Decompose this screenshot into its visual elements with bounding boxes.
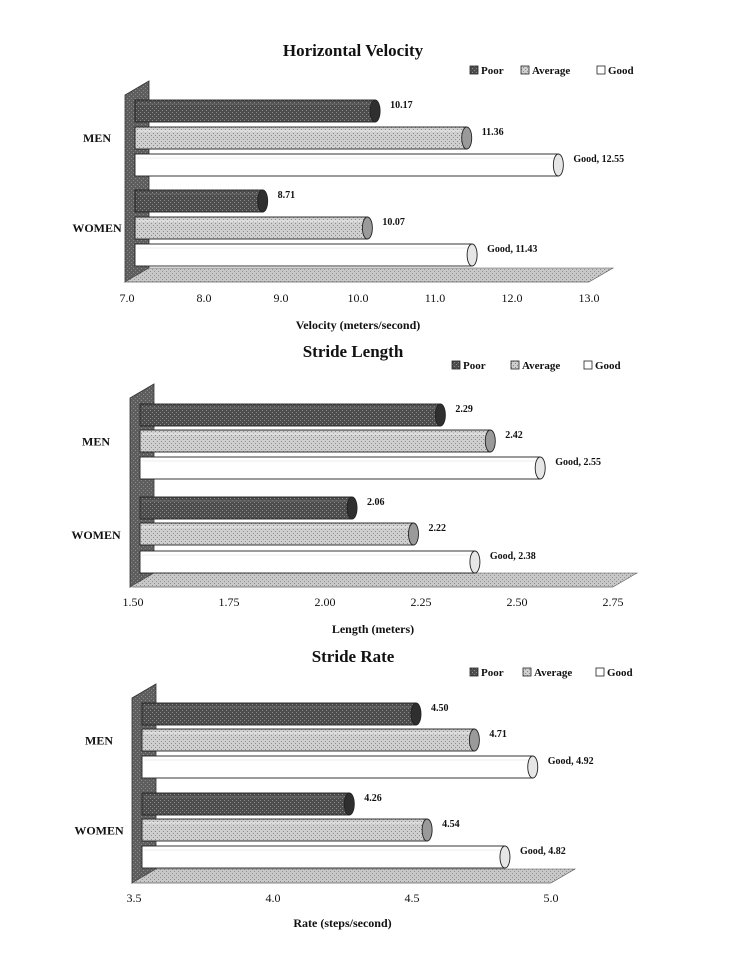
bar-body xyxy=(142,703,416,725)
bar-body xyxy=(142,729,474,751)
bar-women-good xyxy=(140,551,536,573)
x-axis-title: Rate (steps/second) xyxy=(293,916,392,930)
x-tick-label: 13.0 xyxy=(578,291,600,305)
bar-men-good xyxy=(142,756,594,778)
bar-body xyxy=(135,217,367,239)
bar-body xyxy=(140,551,475,573)
bar-end-cap xyxy=(408,523,418,545)
category-label-women: WOMEN xyxy=(72,221,122,235)
data-label: Good, 4.82 xyxy=(519,846,566,857)
legend-swatch-good xyxy=(597,66,605,74)
data-label: 10.07 xyxy=(382,217,405,228)
data-label: 4.50 xyxy=(431,703,449,714)
data-label: 11.36 xyxy=(481,127,504,138)
category-label-women: WOMEN xyxy=(71,528,121,542)
bar-women-average xyxy=(142,819,460,841)
x-tick-label: 4.5 xyxy=(404,891,420,905)
chart-floor xyxy=(130,573,637,587)
bar-end-cap xyxy=(467,244,477,266)
legend-label-good: Good xyxy=(608,65,634,77)
chart-1 xyxy=(71,342,637,636)
category-label-men: MEN xyxy=(82,434,110,449)
data-label: Good, 2.55 xyxy=(555,457,602,468)
legend-label-good: Good xyxy=(607,667,633,679)
x-tick-label: 11.0 xyxy=(424,291,446,305)
x-tick-label: 5.0 xyxy=(543,891,559,905)
bar-body xyxy=(140,457,540,479)
data-label: Good, 12.55 xyxy=(573,154,625,165)
bar-women-average xyxy=(140,523,446,545)
bar-body xyxy=(140,430,490,452)
x-tick-label: 9.0 xyxy=(273,291,289,305)
data-label: Good, 4.92 xyxy=(547,756,594,767)
bar-end-cap xyxy=(347,497,357,519)
data-label: 2.22 xyxy=(428,523,446,534)
x-tick-label: 2.50 xyxy=(506,595,528,609)
x-tick-label: 1.50 xyxy=(122,595,144,609)
data-label: 4.26 xyxy=(364,793,382,804)
bar-end-cap xyxy=(435,404,445,426)
bar-men-poor xyxy=(140,404,473,426)
bar-end-cap xyxy=(535,457,545,479)
data-label: 2.06 xyxy=(367,497,385,508)
chart-title: Horizontal Velocity xyxy=(282,41,424,60)
bar-women-average xyxy=(135,217,405,239)
x-tick-label: 2.00 xyxy=(314,595,336,609)
bar-end-cap xyxy=(470,551,480,573)
bar-body xyxy=(135,244,472,266)
bar-women-poor xyxy=(142,793,382,815)
legend-label-average: Average xyxy=(532,65,571,77)
legend-swatch-poor xyxy=(452,361,460,369)
legend-label-average: Average xyxy=(534,667,573,679)
category-label-men: MEN xyxy=(83,131,111,145)
bar-body xyxy=(135,100,375,122)
bar-end-cap xyxy=(500,846,510,868)
bar-women-good xyxy=(135,244,537,266)
bar-body xyxy=(142,793,349,815)
chart-floor xyxy=(132,869,575,883)
data-label: 2.42 xyxy=(505,430,523,441)
data-label: 2.29 xyxy=(455,404,473,415)
bar-end-cap xyxy=(469,729,479,751)
chart-floor xyxy=(125,268,613,282)
bar-men-good xyxy=(135,154,624,176)
category-label-women: WOMEN xyxy=(74,823,124,838)
bar-body xyxy=(140,404,440,426)
x-tick-label: 2.75 xyxy=(602,595,624,609)
x-tick-label: 4.0 xyxy=(265,891,281,905)
legend-label-poor: Poor xyxy=(481,65,504,77)
bar-end-cap xyxy=(344,793,354,815)
x-tick-label: 2.25 xyxy=(410,595,432,609)
x-tick-label: 1.75 xyxy=(218,595,240,609)
bar-body xyxy=(135,127,467,149)
legend-label-poor: Poor xyxy=(463,360,486,372)
bar-body xyxy=(140,497,352,519)
chart-2 xyxy=(74,647,632,930)
bar-end-cap xyxy=(462,127,472,149)
chart-title: Stride Rate xyxy=(311,647,395,666)
x-tick-label: 12.0 xyxy=(501,291,523,305)
x-tick-label: 8.0 xyxy=(196,291,212,305)
x-axis-title: Length (meters) xyxy=(331,622,415,636)
bar-end-cap xyxy=(553,154,563,176)
bar-men-average xyxy=(135,127,504,149)
data-label: 4.54 xyxy=(442,819,460,830)
legend-swatch-good xyxy=(584,361,592,369)
bar-end-cap xyxy=(258,190,268,212)
bar-end-cap xyxy=(411,703,421,725)
x-tick-label: 7.0 xyxy=(119,291,135,305)
bar-end-cap xyxy=(485,430,495,452)
bar-body xyxy=(135,190,263,212)
legend-swatch-poor xyxy=(470,668,478,676)
bar-women-poor xyxy=(140,497,385,519)
bar-end-cap xyxy=(370,100,380,122)
bar-body xyxy=(142,846,505,868)
bar-body xyxy=(140,523,413,545)
legend-swatch-average xyxy=(511,361,519,369)
x-tick-label: 3.5 xyxy=(126,891,142,905)
data-label: 10.17 xyxy=(390,100,413,111)
legend-swatch-average xyxy=(521,66,529,74)
chart-title: Stride Length xyxy=(302,342,404,361)
data-label: 4.71 xyxy=(489,729,507,740)
legend-label-average: Average xyxy=(522,360,561,372)
legend-swatch-good xyxy=(596,668,604,676)
bar-men-average xyxy=(142,729,507,751)
category-label-men: MEN xyxy=(85,733,113,748)
bar-end-cap xyxy=(528,756,538,778)
data-label: Good, 11.43 xyxy=(487,244,538,255)
bar-men-average xyxy=(140,430,523,452)
bar-body xyxy=(142,819,427,841)
legend-swatch-poor xyxy=(470,66,478,74)
bar-end-cap xyxy=(362,217,372,239)
legend-swatch-average xyxy=(523,668,531,676)
bar-men-poor xyxy=(142,703,449,725)
bar-men-poor xyxy=(135,100,413,122)
bar-body xyxy=(142,756,533,778)
data-label: 8.71 xyxy=(277,190,296,201)
bar-end-cap xyxy=(422,819,432,841)
bar-women-poor xyxy=(135,190,295,212)
chart-0 xyxy=(72,41,633,332)
x-axis-title: Velocity (meters/second) xyxy=(295,318,421,332)
legend-label-poor: Poor xyxy=(481,667,504,679)
x-tick-label: 10.0 xyxy=(347,291,369,305)
bar-women-good xyxy=(142,846,566,868)
bar-men-good xyxy=(140,457,601,479)
legend-label-good: Good xyxy=(595,360,621,372)
bar-body xyxy=(135,154,558,176)
data-label: Good, 2.38 xyxy=(489,551,536,562)
